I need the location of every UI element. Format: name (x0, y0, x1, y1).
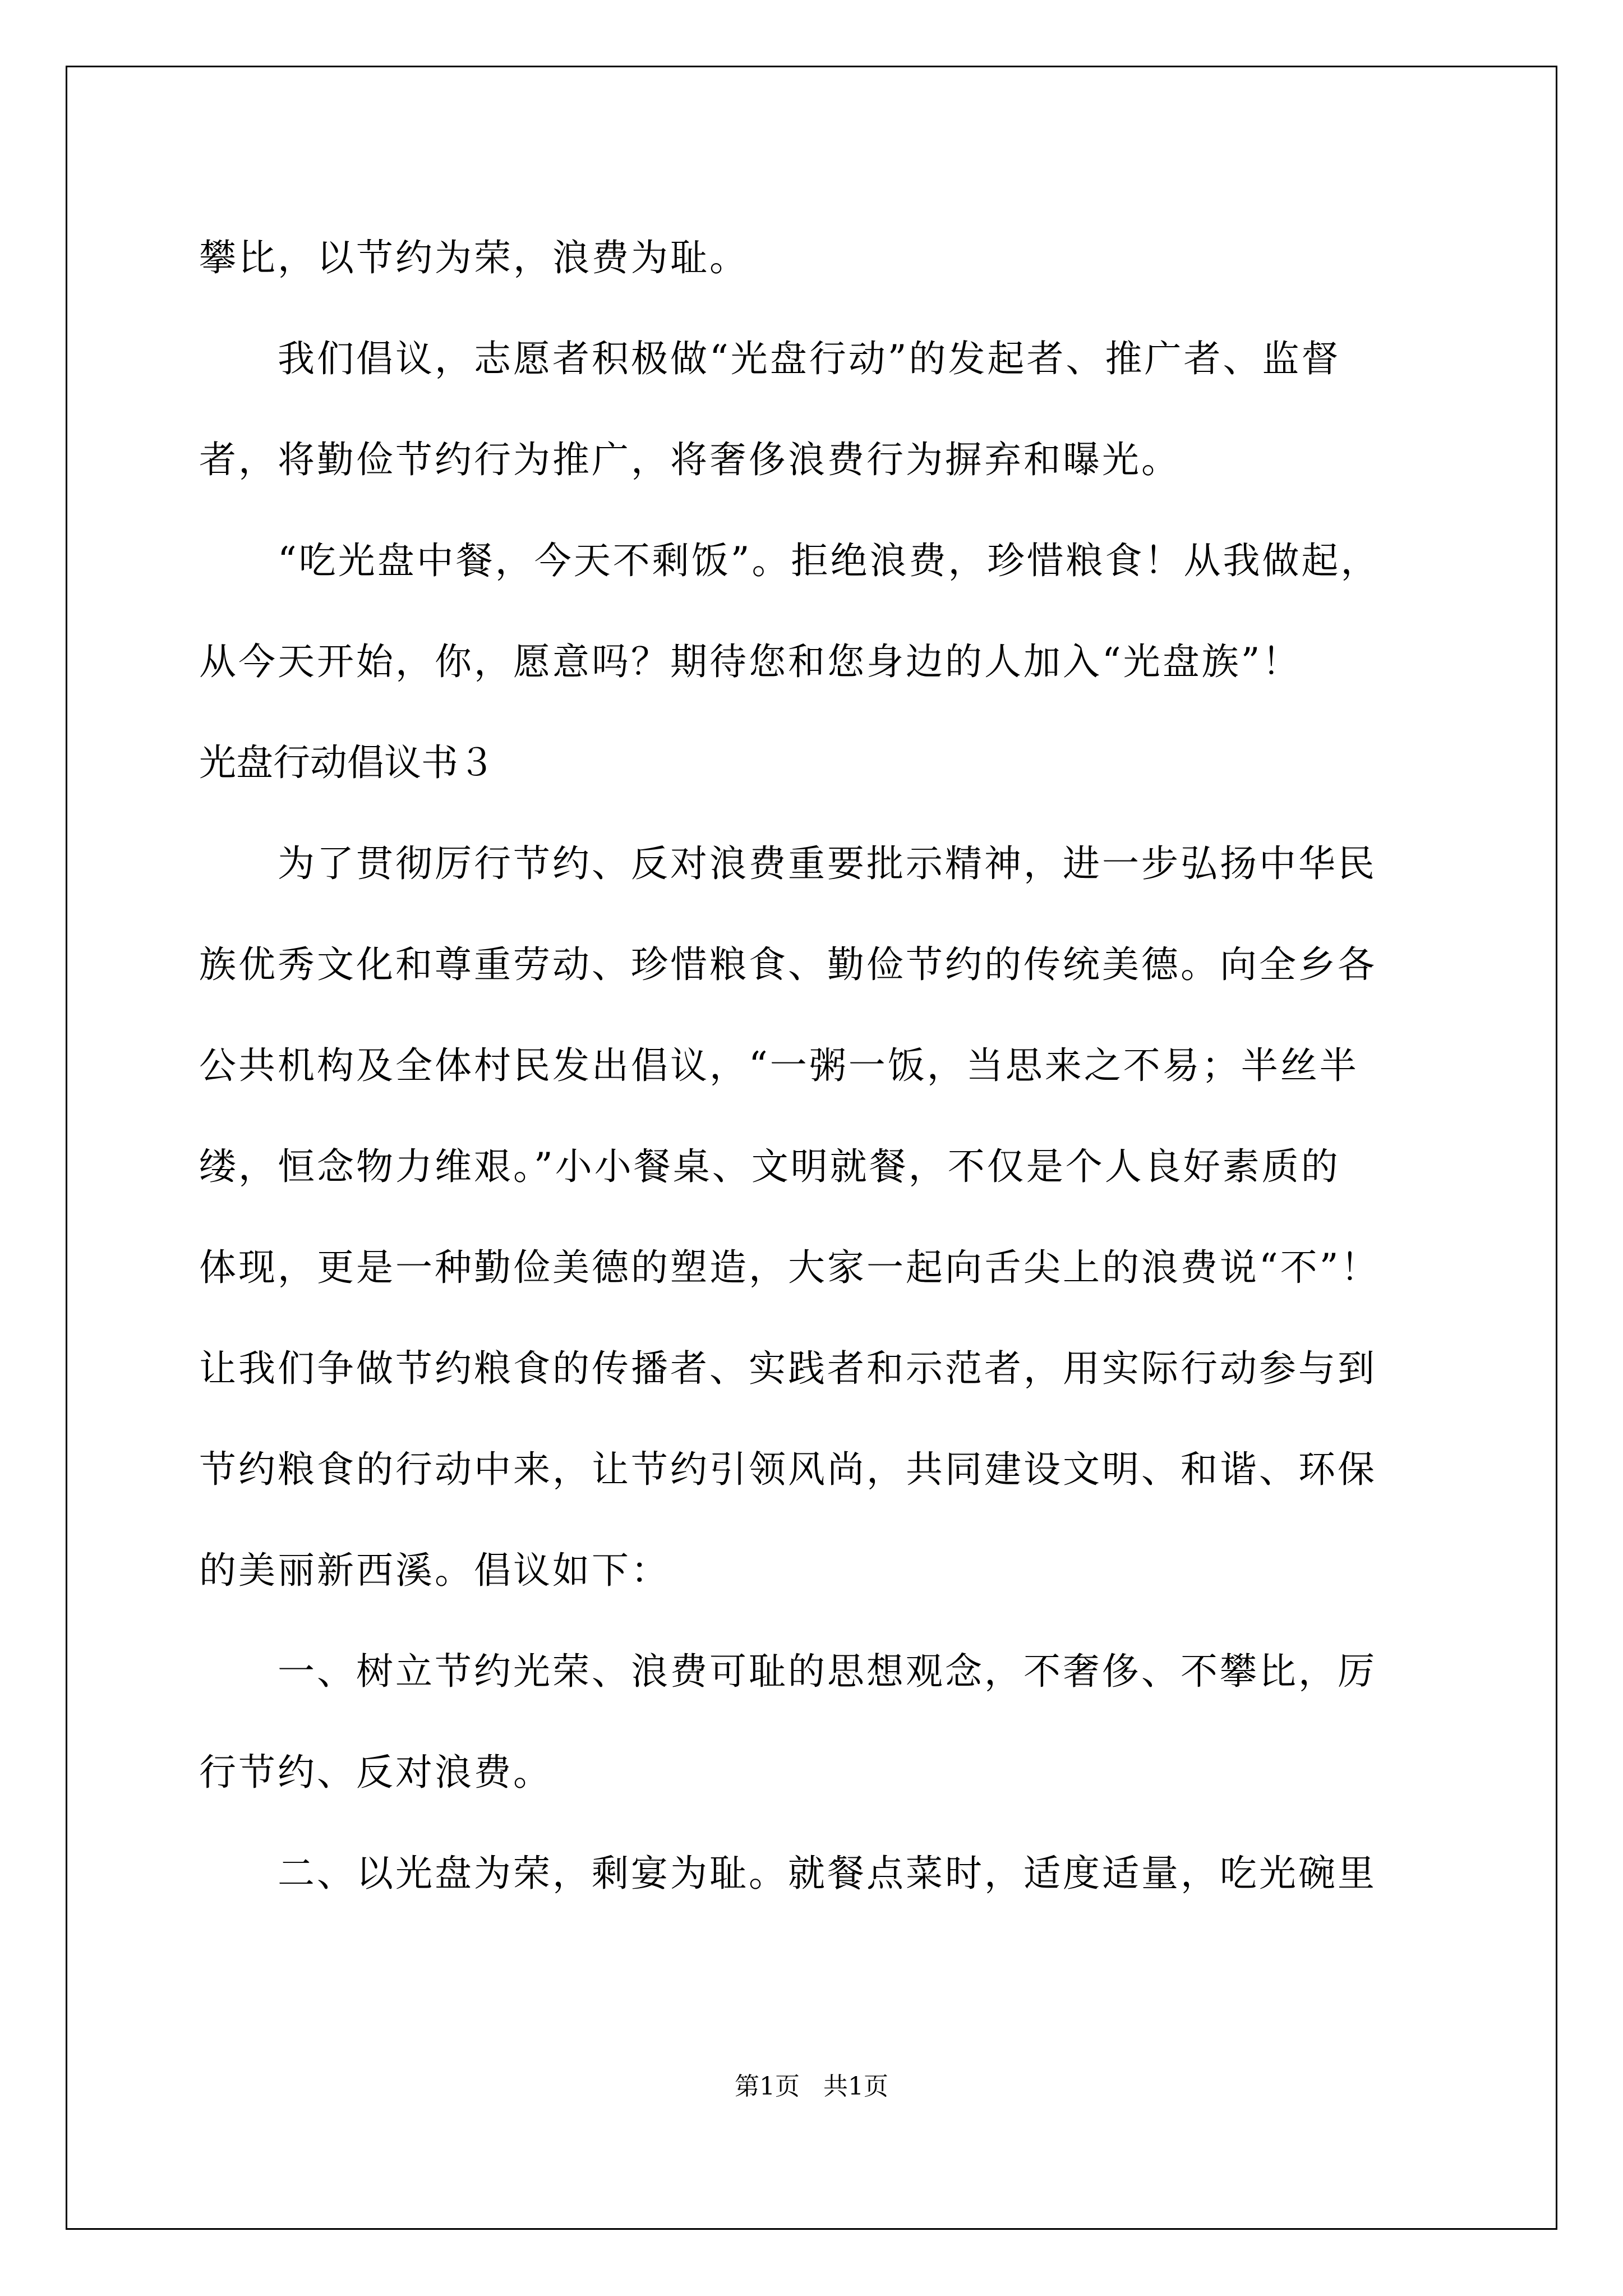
text-line: “吃光盘中餐，今天不剩饭”。拒绝浪费，珍惜粮食！从我做起， (278, 539, 1380, 582)
text-line: 缕，恒念物力维艰。”小小餐桌、文明就餐，不仅是个人良好素质的 (199, 1145, 1340, 1188)
text-line: 族优秀文化和尊重劳动、珍惜粮食、勤俭节约的传统美德。向全乡各 (199, 943, 1377, 986)
text-line: 的美丽新西溪。倡议如下： (199, 1549, 670, 1592)
section-heading: 光盘行动倡议书３ (199, 741, 495, 784)
text-line: 体现，更是一种勤俭美德的塑造，大家一起向舌尖上的浪费说“不”！ (199, 1246, 1380, 1289)
text-line: 让我们争做节约粮食的传播者、实践者和示范者，用实际行动参与到 (199, 1347, 1377, 1390)
text-line: 二、以光盘为荣，剩宴为耻。就餐点菜时，适度适量，吃光碗里 (278, 1852, 1377, 1895)
text-line: 节约粮食的行动中来，让节约引领风尚，共同建设文明、和谐、环保 (199, 1448, 1377, 1491)
text-line: 一、树立节约光荣、浪费可耻的思想观念，不奢侈、不攀比，厉 (278, 1650, 1377, 1693)
text-line: 攀比，以节约为荣，浪费为耻。 (199, 236, 749, 279)
document-body (199, 208, 1433, 1924)
text-line: 为了贯彻厉行节约、反对浪费重要批示精神，进一步弘扬中华民 (278, 842, 1377, 885)
page-footer: 第1页 共1页 (735, 2072, 888, 2101)
text-line: 者，将勤俭节约行为推广，将奢侈浪费行为摒弃和曝光。 (199, 438, 1181, 481)
text-line: 行节约、反对浪费。 (199, 1751, 552, 1794)
text-line: 从今天开始，你，愿意吗？期待您和您身边的人加入“光盘族”！ (199, 640, 1302, 683)
text-line: 公共机构及全体村民发出倡议，“一粥一饭，当思来之不易；半丝半 (199, 1044, 1359, 1087)
text-line: 我们倡议，志愿者积极做“光盘行动”的发起者、推广者、监督 (278, 337, 1341, 380)
